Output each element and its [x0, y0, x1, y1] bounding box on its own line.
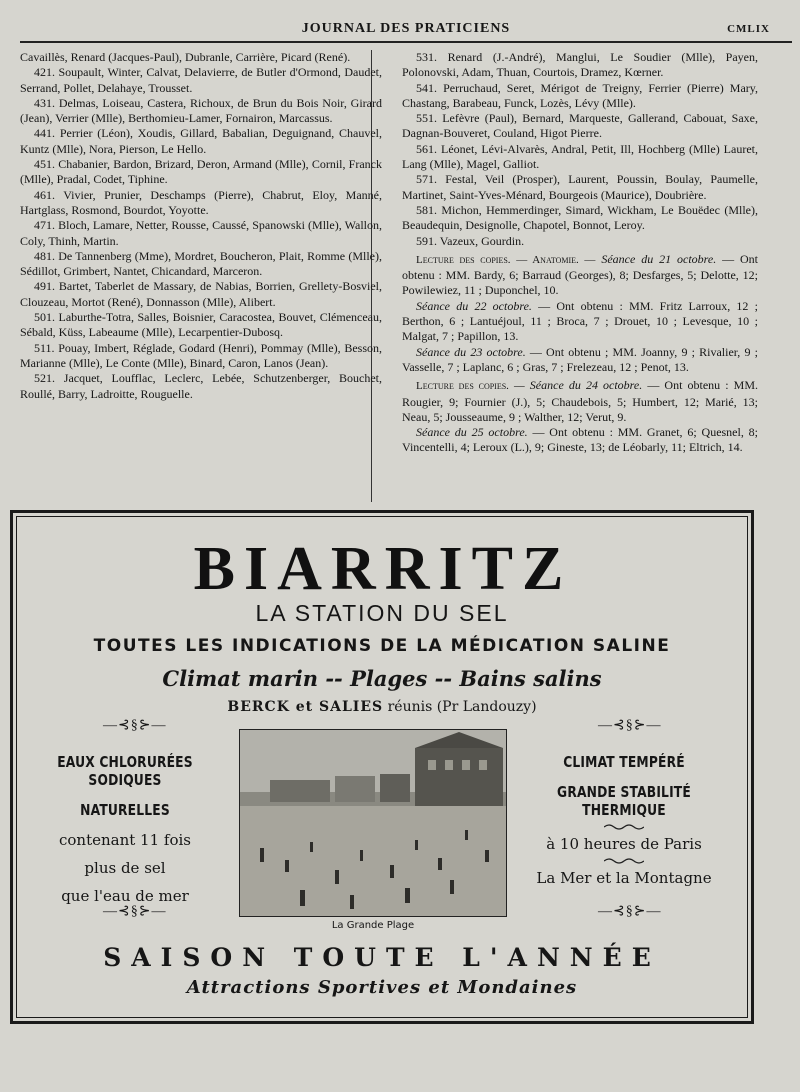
list-item: 481. De Tannenberg (Mme), Mordret, Boucheron, Plait, Romme (Mlle), Sédillot, Grimbert, Nantet, Chicandard, Marceron.: [20, 248, 382, 279]
claim-line: GRANDE STABILITÉ THERMIQUE: [557, 783, 691, 819]
squiggle-divider-icon: [604, 823, 644, 831]
claim-line: contenant 11 fois: [59, 831, 191, 849]
ad-berck-rest: réunis (Pr Landouzy): [387, 699, 537, 715]
ad-berck-bold: BERCK et SALIES: [227, 699, 384, 715]
list-item: 461. Vivier, Prunier, Deschamps (Pierre), Chabrut, Eloy, Manné, Hartglass, Rosmond, Bourdot, Yoyotte.: [20, 187, 382, 217]
ad-climat: Climat marin -- Plages -- Bains salins: [162, 666, 602, 691]
seance-25: [402, 425, 758, 456]
list-item: 471. Bloch, Lamare, Netter, Rousse, Caussé, Spanowski (Mlle), Wallon, Coly, Thinh, Martin.: [20, 218, 382, 248]
list-item: Cavaillès, Renard (Jacques-Paul), Dubranle, Carrière, Picard (René).: [20, 50, 351, 64]
list-item: 531. Renard (J.-André), Manglui, Le Soudier (Mlle), Payen, Polonovski, Adam, Thuan, Courtois, Dramez, Kœrner.: [402, 50, 758, 80]
page-number: CMLIX: [727, 23, 770, 35]
text-columns: [20, 50, 792, 506]
results-text: — Ont obtenu : MM. Granet, 6; Quesnel, 8; Vincentelli, 4; Leroux (L.), 9; Gineste, 13; de Léobarly, 11; Eltrich, 14.: [402, 425, 758, 455]
squiggle-divider-icon: [604, 857, 644, 865]
session-date: Séance du 21 octobre.: [601, 251, 717, 266]
list-item: 421. Soupault, Winter, Calvat, Delavierre, de Butler d'Ormond, Daudet, Serrand, Pollet, Delahaye, Trousset.: [20, 65, 382, 95]
session-date: Séance du 25 octobre.: [416, 425, 528, 440]
section-heading: Lecture des copies. — Anatomie. —: [416, 253, 596, 266]
claim-line: EAUX CHLORURÉES SODIQUES: [57, 753, 193, 789]
ad-subtitle: LA STATION DU SEL: [255, 600, 509, 626]
list-item: 581. Michon, Hemmerdinger, Simard, Wickham, Le Bouëdec (Mlle), Beaudequin, Designolle, Chapotel, Bonnot, Leroy.: [402, 202, 758, 233]
results-text: — Ont obtenu : MM. Rougier, 9; Fournier (J.), 5; Chaudebois, 5; Humbert, 12; Marié, 13; Neau, 5; Jousseaume, 9 ; Walther, 12; Verut, 9.: [402, 378, 759, 424]
left-claims: [15, 751, 235, 905]
list-item: 441. Perrier (Léon), Xoudis, Gillard, Babalian, Deguignand, Chauvel, Kuntz (Mlle), Nora, Pierson, Le Hello.: [20, 126, 382, 156]
results-text: — Ont obtenu ; MM. Joanny, 9 ; Rivalier, 9 ; Vasselle, 7 ; Laplanc, 6 ; Gras, 7 ; Frelezeau, 12 ; Penot, 13.: [402, 344, 758, 374]
right-claims: [513, 751, 735, 887]
session-date: Séance du 22 octobre.: [416, 298, 532, 313]
results-text: — Ont obtenu : MM. Fritz Larroux, 12 ; Berthon, 6 ; Lantuéjoul, 11 ; Broca, 7 ; Drouet, 10 ; Levesque, 10 ; Malgat, 7 ; Papillon, 13.: [402, 298, 758, 344]
list-item: 591. Vazeux, Gourdin.: [416, 233, 525, 248]
claim-line: NATURELLES: [80, 801, 170, 819]
ornament-icon: —⊰§⊱—: [103, 904, 167, 919]
list-item: 551. Lefèvre (Paul), Bernard, Marqueste, Gallerand, Cabouat, Saxe, Dagnan-Bouveret, Couland, Higot Pierre.: [402, 111, 758, 141]
claim-line: La Mer et la Montagne: [536, 869, 712, 887]
journal-title: JOURNAL DES PRATICIENS: [301, 21, 511, 36]
left-column: [20, 50, 382, 402]
biarritz-advertisement: [10, 510, 754, 1024]
ornament-icon: —⊰§⊱—: [598, 904, 662, 919]
right-column: [402, 50, 758, 456]
photo-caption: La Grande Plage: [331, 920, 415, 931]
list-item: 571. Festal, Veil (Prosper), Laurent, Poussin, Boulay, Paumelle, Martinet, Saint-Yves-Ménard, Bourgeois (Maurice), Doubrière.: [402, 172, 758, 202]
beach-scene-illustration: [240, 730, 506, 916]
ad-saison: SAISON TOUTE L'ANNÉE: [103, 943, 661, 972]
claim-line: CLIMAT TEMPÉRÉ: [563, 753, 685, 771]
claim-line: à 10 heures de Paris: [546, 835, 702, 853]
ornament-icon: —⊰§⊱—: [103, 718, 167, 733]
claim-line: que l'eau de mer: [61, 887, 189, 905]
ad-headline: BIARRITZ: [193, 535, 573, 603]
list-item: 501. Laburthe-Totra, Salles, Boisnier, Caracostea, Bouvet, Clémenceau, Sébald, Küss, Labeaume (Mlle), Lecarpentier-Dubosq.: [20, 310, 382, 340]
claim-line: plus de sel: [84, 859, 166, 877]
list-item: 491. Bartet, Taberlet de Massary, de Nabias, Borrien, Grellety-Bosviel, Clouzeau, Mortot (René), Donnasson (Mlle), Alibert.: [20, 279, 382, 309]
session-date: — Séance du 24 octobre.: [514, 378, 643, 393]
ad-indications: TOUTES LES INDICATIONS DE LA MÉDICATION SALINE: [93, 636, 671, 656]
list-item: 521. Jacquet, Loufflac, Leclerc, Lebée, Schutzenberger, Bouchet, Roullé, Barry, Ladroitte, Rouguelle.: [20, 371, 382, 401]
list-item: 451. Chabanier, Bardon, Brizard, Deron, Armand (Mlle), Cornil, Franck (Mlle), Pradal, Codet, Tiphine.: [20, 157, 382, 187]
ad-berck: [13, 699, 751, 715]
list-item: 511. Pouay, Imbert, Réglade, Godard (Henri), Pommay (Mlle), Besson, Marianne (Mlle), Le Conte (Mlle), Binard, Caron, Lanos (Jean).: [20, 340, 382, 370]
ad-attractions: Attractions Sportives et Mondaines: [186, 977, 578, 998]
section-heading: Lecture des copies.: [416, 380, 509, 393]
results-text: — Ont obtenu : MM. Bardy, 6; Barraud (Georges), 8; Desfarges, 5; Delotte, 12; Powilewiez, 11 ; Duponchel, 10.: [402, 251, 759, 298]
list-item: 541. Perruchaud, Seret, Mérigot de Treigny, Ferrier (Pierre) Mary, Chastang, Barabeau, Funck, Lozès, Lévy (Mlle).: [402, 80, 758, 110]
beach-photo: [239, 729, 507, 917]
page-header: [20, 17, 792, 43]
list-item: 561. Léonet, Lévi-Alvarès, Andral, Petit, Ill, Hochberg (Mlle) Lauret, Lang (Mlle), Magel, Galliot.: [402, 141, 758, 172]
ornament-icon: —⊰§⊱—: [598, 718, 662, 733]
list-item: 431. Delmas, Loiseau, Castera, Richoux, de Brun du Bois Noir, Girard (Jean), Verrier (Mlle), Berthomieu-Lamer, Fornairon, Marcassus.: [20, 95, 382, 126]
lecture-anatomie: [402, 252, 758, 299]
session-date: Séance du 23 octobre.: [416, 344, 526, 359]
seance-23: [402, 345, 758, 376]
seance-22: [402, 299, 758, 345]
lecture-24: [402, 378, 758, 425]
